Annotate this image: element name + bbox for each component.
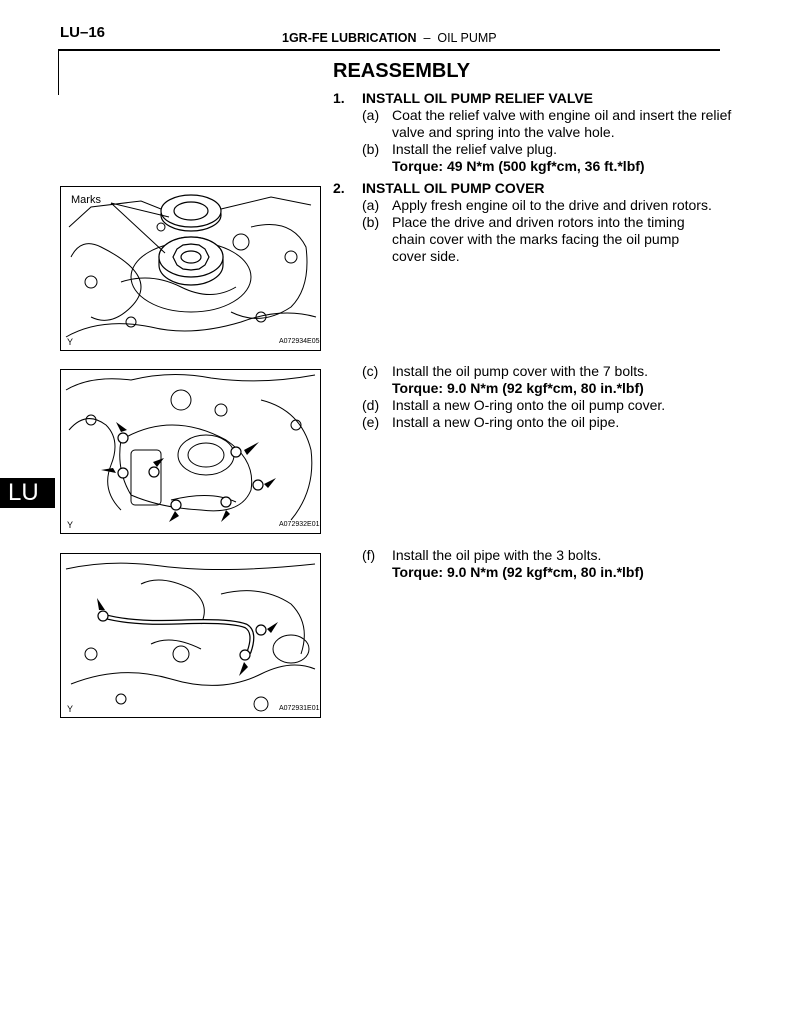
step-title: INSTALL OIL PUMP COVER [362, 180, 545, 196]
sub-text-block [392, 363, 732, 397]
sub-label: (a) [362, 197, 380, 213]
sub-text: Install a new O-ring onto the oil pump cover. [392, 397, 666, 413]
figure-corner-label: Y [67, 520, 74, 530]
header-left-rule [58, 51, 59, 95]
figure-rotor-marks [60, 186, 321, 351]
sub-text: Install the oil pump cover with the 7 bolts. [392, 363, 649, 379]
sub-text: Install a new O-ring onto the oil pipe. [392, 414, 620, 430]
figure-oil-pipe-bolts [60, 553, 321, 718]
step-2-heading [333, 180, 723, 198]
step-number: 1. [333, 90, 345, 106]
sub-label: (a) [362, 107, 380, 123]
sub-label: (f) [362, 547, 376, 563]
figure-corner-label: Y [67, 704, 74, 714]
step-2f [362, 547, 742, 581]
step-title: INSTALL OIL PUMP RELIEF VALVE [362, 90, 594, 106]
sub-text: Coat the relief valve with engine oil and insert the relief valve and spring into the valve hole. [392, 107, 732, 140]
sub-label: (e) [362, 414, 380, 430]
sub-label: (d) [362, 397, 380, 413]
sub-text-block [392, 141, 732, 175]
sub-text: Apply fresh engine oil to the drive and driven rotors. [392, 197, 712, 213]
section-name: OIL PUMP [437, 31, 497, 45]
header-rule [58, 49, 720, 51]
sub-label: (b) [362, 141, 380, 157]
page-title: REASSEMBLY [333, 60, 471, 82]
oil-pipe-illustration [61, 554, 320, 717]
figure-code: A072931E01 [279, 705, 320, 712]
step-1b [362, 141, 742, 175]
step-2d [362, 397, 742, 414]
header-separator: – [423, 31, 431, 45]
figure-code: A072932E01 [279, 521, 320, 528]
torque-spec: Torque: 9.0 N*m (92 kgf*cm, 80 in.*lbf) [392, 564, 644, 580]
torque-spec: Torque: 9.0 N*m (92 kgf*cm, 80 in.*lbf) [392, 380, 644, 396]
sub-text: Install the oil pipe with the 3 bolts. [392, 547, 602, 563]
chapter-title: 1GR-FE LUBRICATION [282, 31, 417, 45]
chapter-side-tab: LU [0, 478, 55, 508]
step-2c [362, 363, 742, 397]
step-2b [362, 214, 742, 265]
sub-text-block [392, 547, 732, 581]
sub-label: (b) [362, 214, 380, 230]
torque-spec: Torque: 49 N*m (500 kgf*cm, 36 ft.*lbf) [392, 158, 645, 174]
step-1a [362, 107, 742, 141]
step-1-heading [333, 90, 723, 108]
sub-text: Install the relief valve plug. [392, 141, 557, 157]
pump-cover-illustration [61, 370, 320, 533]
figure-code: A072934E05 [279, 338, 320, 345]
figure-corner-label: Y [67, 337, 74, 347]
step-number: 2. [333, 180, 345, 196]
rotor-marks-illustration [61, 187, 320, 350]
figure-pump-cover-bolts [60, 369, 321, 534]
step-2e [362, 414, 742, 431]
header-title [282, 31, 497, 45]
marks-label: Marks [71, 194, 101, 206]
sub-label: (c) [362, 363, 379, 379]
page-number: LU–16 [60, 24, 106, 41]
step-2a [362, 197, 742, 214]
sub-text: Place the drive and driven rotors into the timing chain cover with the marks facing the oil pump cover side. [392, 214, 685, 264]
